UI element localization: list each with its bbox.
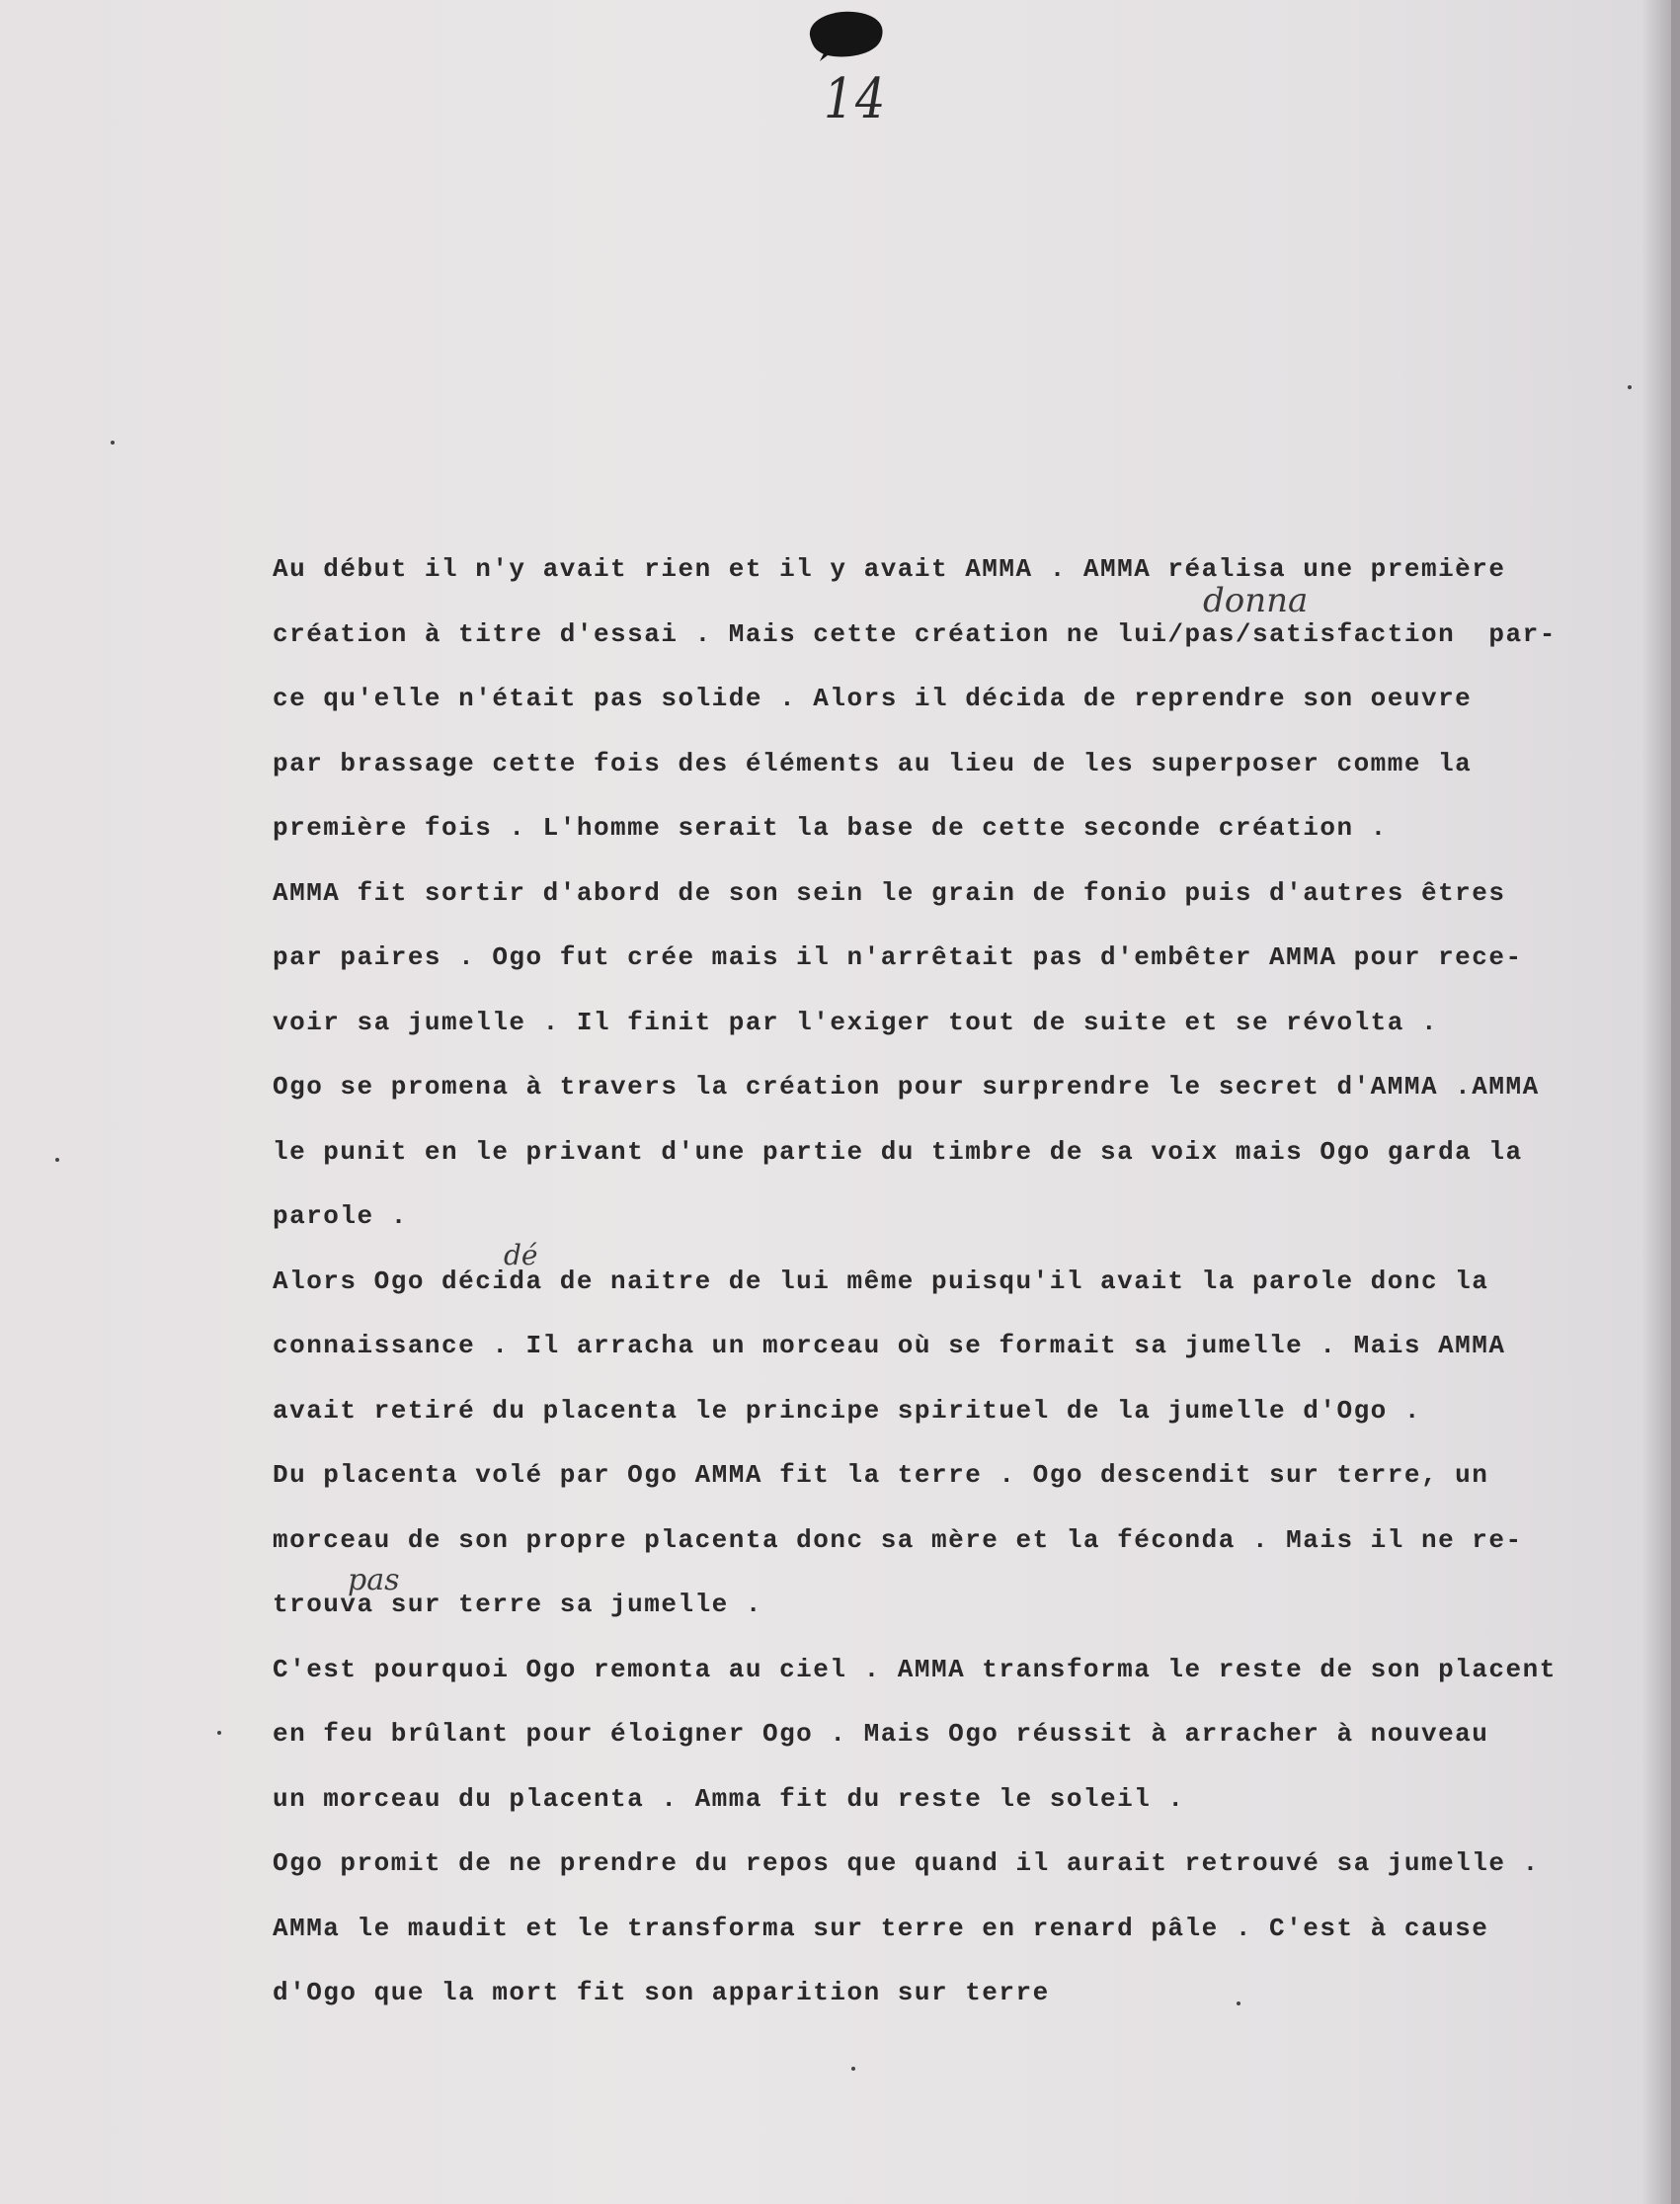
paper-speck [217, 1731, 221, 1735]
text-line: Alors Ogo décida de naitre de lui même puisqu'il avait la parole donc la [273, 1265, 1489, 1296]
text-line: morceau de son propre placenta donc sa mère et la féconda . Mais il ne re- [273, 1524, 1523, 1555]
text-line: en feu brûlant pour éloigner Ogo . Mais Ogo réussit à arracher à nouveau [273, 1719, 1489, 1749]
text-line: parole . [273, 1201, 408, 1231]
text-line: ce qu'elle n'était pas solide . Alors il décida de reprendre son oeuvre [273, 684, 1473, 713]
text-line: AMMa le maudit et le transforma sur terre en renard pâle . C'est à cause [273, 1913, 1489, 1943]
paper-speck [55, 1158, 59, 1162]
text-line: Ogo se promena à travers la création pour surprendre le secret d'AMMA .AMMA [273, 1072, 1540, 1102]
text-line: Du placenta volé par Ogo AMMA fit la terre . Ogo descendit sur terre, un [273, 1460, 1489, 1490]
text-line: voir sa jumelle . Il finit par l'exiger tout de suite et se révolta . [273, 1007, 1439, 1037]
text-line: première fois . L'homme serait la base de cette seconde création . [273, 813, 1388, 843]
paper-speck [111, 441, 115, 445]
text-line: par paires . Ogo fut crée mais il n'arrêtait pas d'embêter AMMA pour rece- [273, 942, 1523, 972]
paper-speck [851, 2067, 855, 2071]
page-number: 14 [824, 67, 887, 131]
paper-speck [1628, 385, 1632, 389]
text-line: Au début il n'y avait rien et il y avait AMMA . AMMA réalisa une première [273, 554, 1506, 584]
text-line: avait retiré du placenta le principe spirituel de la jumelle d'Ogo . [273, 1395, 1421, 1426]
text-line: AMMA fit sortir d'abord de son sein le grain de fonio puis d'autres êtres [273, 877, 1506, 908]
text-line: par brassage cette fois des éléments au lieu de les superposer comme la [273, 748, 1473, 778]
handwritten-correction-donna: donna [1203, 581, 1309, 620]
text-line: d'Ogo que la mort fit son apparition sur terre [273, 1978, 1050, 2007]
typewritten-text [273, 549, 1655, 2038]
text-line: le punit en le privant d'une partie du timbre de sa voix mais Ogo garda la [273, 1136, 1523, 1167]
page-edge [1671, 0, 1680, 2204]
paper-speck [1237, 2001, 1240, 2005]
text-line: C'est pourquoi Ogo remonta au ciel . AMMA transforma le reste de son placent [273, 1654, 1557, 1684]
text-line: connaissance . Il arracha un morceau où se formait sa jumelle . Mais AMMA [273, 1331, 1506, 1360]
page-edge-shadow [1641, 0, 1671, 2204]
text-line: trouva sur terre sa jumelle . [273, 1590, 762, 1619]
text-line: Ogo promit de ne prendre du repos que quand il aurait retrouvé sa jumelle . [273, 1848, 1540, 1878]
text-line: création à titre d'essai . Mais cette création ne lui/pas/satisfaction par- [273, 618, 1557, 649]
handwritten-correction-de: dé [504, 1239, 538, 1271]
ink-blot-icon [802, 6, 887, 63]
handwritten-correction-pas: pas [348, 1563, 400, 1597]
text-line: un morceau du placenta . Amma fit du reste le soleil . [273, 1783, 1185, 1814]
